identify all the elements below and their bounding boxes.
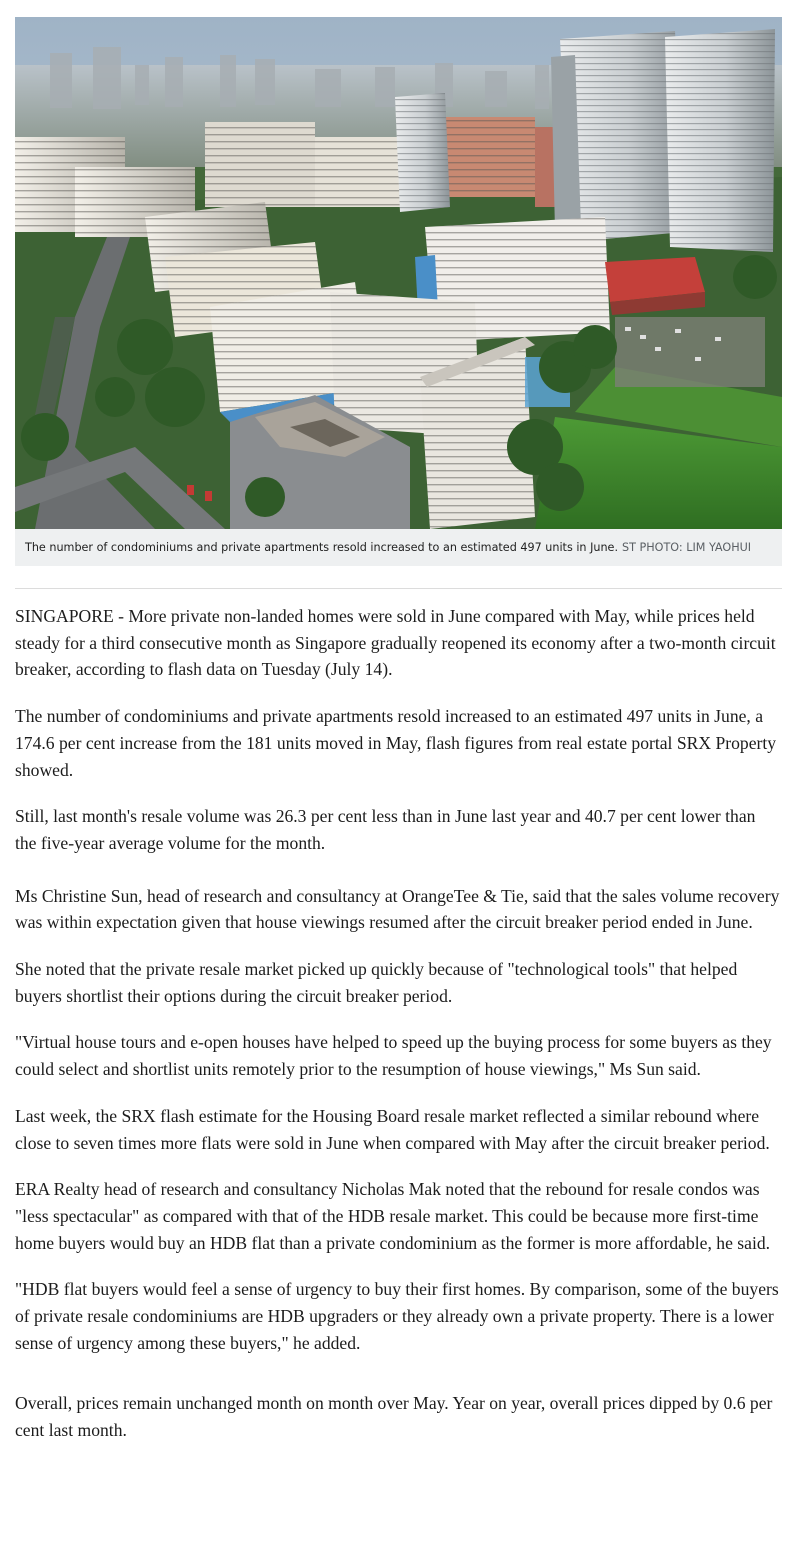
aerial-housing-estate-photo (15, 17, 782, 529)
article-paragraph: Last week, the SRX flash estimate for the Housing Board resale market reflected a similar rebound where close to seven times more flats were sold in June when compared with May after the circuit breaker period. (15, 1105, 770, 1153)
photo-caption-text: The number of condominiums and private apartments resold increased to an estimated 497 units in June. (25, 541, 618, 554)
article-photo-figure (15, 17, 782, 566)
article-paragraph: She noted that the private resale market picked up quickly because of "technological tools" that helped buyers shortlist their options during the circuit breaker period. (15, 959, 738, 1006)
article-paragraph: Overall, prices remain unchanged month on month over May. Year on year, overall prices dipped by 0.6 per cent last month. (15, 1393, 773, 1441)
article-paragraph: "Virtual house tours and e-open houses have helped to speed up the buying process for some buyers as they could select and shortlist units remotely prior to the resumption of house viewings," Ms Sun said. (15, 1032, 772, 1080)
article-paragraph: The number of condominiums and private apartments resold increased to an estimated 497 units in June, a 174.6 per cent increase from the 181 units moved in May, flash figures from real estate portal SRX Property showed. (15, 706, 777, 780)
article-paragraph: SINGAPORE - More private non-landed homes were sold in June compared with May, while prices held steady for a third consecutive month as Singapore gradually reopened its economy after a two-month circuit breaker, according to flash data on Tuesday (July 14). (15, 606, 776, 680)
article-paragraph: Still, last month's resale volume was 26.3 per cent less than in June last year and 40.7 per cent lower than the five-year average volume for the month. (15, 806, 756, 853)
article-body (15, 603, 780, 1444)
section-divider (15, 588, 782, 589)
photo-credit: ST PHOTO: LIM YAOHUI (622, 541, 752, 554)
article-paragraph: Ms Christine Sun, head of research and consultancy at OrangeTee & Tie, said that the sales volume recovery was within expectation given that house viewings resumed after the circuit breaker period ended in June. (15, 885, 780, 933)
article-paragraph: ERA Realty head of research and consultancy Nicholas Mak noted that the rebound for resale condos was "less spectacular" as compared with that of the HDB resale market. This could be because more first-time home buyers would buy an HDB flat than a private condominium as the former is more affordable, he said. (15, 1179, 771, 1253)
photo-caption (15, 529, 782, 566)
article-paragraph: "HDB flat buyers would feel a sense of urgency to buy their first homes. By comparison, some of the buyers of private resale condominiums are HDB upgraders or they already own a private property. There is a lower sense of urgency among these buyers," he added. (15, 1279, 779, 1353)
